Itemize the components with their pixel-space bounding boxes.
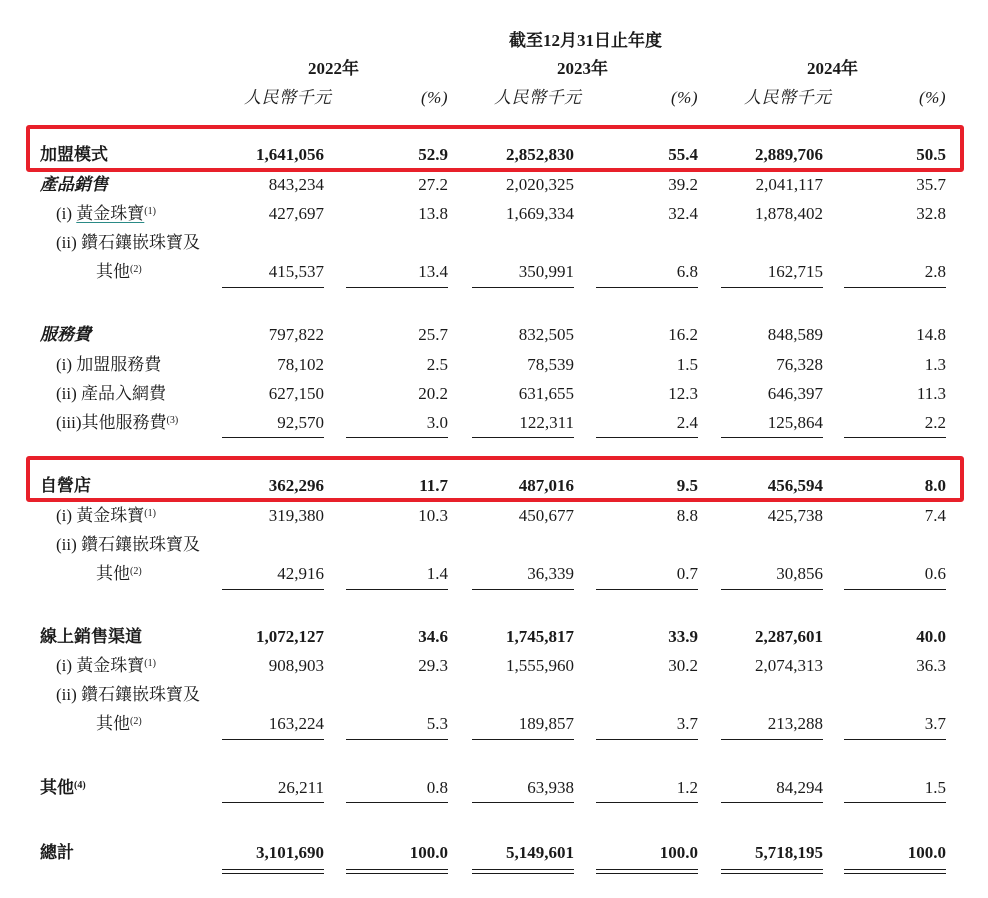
- cell-amount-2024: 646,397: [767, 384, 823, 403]
- row-prefix: (ii): [56, 233, 77, 252]
- cell-amount-2024: 425,738: [767, 506, 823, 525]
- year-2022: 2022年: [308, 59, 359, 78]
- cell-amount-2022: 163,224: [268, 714, 324, 733]
- row-prefix: (ii): [56, 384, 77, 403]
- row-label-service-fee: 服務費: [40, 325, 91, 344]
- footnote-ref: (4): [74, 780, 86, 791]
- cell-amount-2024: 2,074,313: [755, 656, 823, 675]
- cell-pct-2024: 32.8: [916, 204, 946, 223]
- total-double-rule: [844, 869, 946, 874]
- cell-amount-2023: 122,311: [519, 413, 574, 432]
- footnote-ref: (1): [144, 206, 156, 217]
- cell-amount-2024: 2,287,601: [755, 627, 823, 646]
- total-double-rule: [596, 869, 698, 874]
- cell-pct-2023: 1.5: [676, 355, 698, 374]
- row-label-online: 線上銷售渠道: [40, 627, 142, 646]
- row-prefix: (ii): [56, 535, 77, 554]
- cell-pct-2022: 52.9: [418, 145, 448, 164]
- cell-amount-2023: 1,669,334: [506, 204, 574, 223]
- row-label-product-sales: 產品銷售: [40, 175, 108, 194]
- cell-pct-2024: 35.7: [916, 175, 946, 194]
- cell-amount-2024: 848,589: [767, 325, 823, 344]
- cell-pct-2023: 33.9: [668, 627, 698, 646]
- period-header: 截至12月31日止年度: [509, 31, 662, 50]
- cell-amount-2022: 908,903: [268, 656, 324, 675]
- cell-amount-2022: 627,150: [268, 384, 324, 403]
- cell-pct-2024: 50.5: [916, 145, 946, 164]
- cell-amount-2022: 319,380: [268, 506, 324, 525]
- cell-amount-2024: 2,889,706: [755, 145, 823, 164]
- footnote-ref: (3): [166, 415, 179, 426]
- subtotal-rule: [721, 287, 823, 288]
- row-label-other-service: [56, 413, 178, 433]
- row-label-total: 總計: [40, 843, 74, 862]
- cell-pct-2022: 1.4: [426, 564, 448, 583]
- subtotal-rule: [222, 589, 324, 590]
- footnote-ref: (2): [130, 264, 142, 275]
- cell-amount-2022: 1,641,056: [256, 145, 324, 164]
- row-label: 其他: [96, 714, 130, 733]
- row-label-diamond-3: [56, 685, 200, 705]
- row-label-gold-1: [56, 204, 156, 224]
- row-label-diamond-2-cont: [96, 564, 142, 584]
- unit-amount-2022: 人民幣千元: [244, 88, 332, 107]
- cell-amount-2024: 84,294: [776, 778, 823, 797]
- cell-amount-2023: 832,505: [518, 325, 574, 344]
- cell-pct-2024: 0.6: [924, 564, 946, 583]
- row-label-self-operated: 自營店: [40, 476, 91, 495]
- cell-pct-2024: 36.3: [916, 656, 946, 675]
- row-label: 其他: [40, 778, 74, 797]
- cell-amount-2023: 450,677: [518, 506, 574, 525]
- subtotal-rule: [346, 739, 448, 740]
- cell-pct-2023: 55.4: [668, 145, 698, 164]
- cell-amount-2022: 26,211: [277, 778, 324, 797]
- cell-pct-2023: 8.8: [676, 506, 698, 525]
- cell-pct-2024: 7.4: [924, 506, 946, 525]
- row-label: 鑽石鑲嵌珠寶及: [81, 233, 201, 252]
- cell-pct-2023: 12.3: [668, 384, 698, 403]
- cell-amount-2024: 213,288: [767, 714, 823, 733]
- cell-pct-2023: 16.2: [668, 325, 698, 344]
- cell-amount-2023: 2,020,325: [506, 175, 574, 194]
- cell-pct-2022: 13.4: [418, 262, 448, 281]
- row-label: 加盟服務費: [76, 355, 162, 374]
- cell-pct-2022: 34.6: [418, 627, 448, 646]
- subtotal-rule: [844, 802, 946, 803]
- subtotal-rule: [346, 287, 448, 288]
- row-label: 黃金珠寶: [76, 506, 145, 525]
- cell-amount-2024: 2,041,117: [755, 175, 823, 194]
- row-label-franchise-service: [56, 355, 161, 375]
- unit-amount-2024: 人民幣千元: [744, 88, 832, 107]
- cell-pct-2022: 27.2: [418, 175, 448, 194]
- row-prefix: (i): [56, 656, 73, 675]
- cell-pct-2022: 0.8: [426, 778, 448, 797]
- cell-pct-2022: 13.8: [418, 204, 448, 223]
- row-label-diamond-1-cont: [96, 262, 142, 282]
- cell-pct-2023: 32.4: [668, 204, 698, 223]
- subtotal-rule: [596, 589, 698, 590]
- cell-amount-2022: 42,916: [277, 564, 324, 583]
- cell-pct-2024: 2.8: [924, 262, 946, 281]
- unit-pct-2024: (%): [919, 88, 946, 107]
- row-label-gold-2: [56, 506, 156, 526]
- cell-pct-2024: 8.0: [924, 476, 946, 495]
- cell-pct-2023: 1.2: [676, 778, 698, 797]
- cell-amount-2024: 76,328: [776, 355, 823, 374]
- subtotal-rule: [346, 437, 448, 438]
- cell-amount-2023: 5,149,601: [506, 843, 574, 862]
- year-2023: 2023年: [557, 59, 608, 78]
- subtotal-rule: [721, 739, 823, 740]
- footnote-ref: (2): [130, 716, 142, 727]
- cell-pct-2022: 29.3: [418, 656, 448, 675]
- cell-pct-2024: 1.3: [924, 355, 946, 374]
- subtotal-rule: [346, 589, 448, 590]
- subtotal-rule: [472, 802, 574, 803]
- unit-pct-2023: (%): [671, 88, 698, 107]
- cell-pct-2022: 11.7: [419, 476, 448, 495]
- row-label-gold-3: [56, 656, 156, 676]
- subtotal-rule: [596, 287, 698, 288]
- row-prefix: (ii): [56, 685, 77, 704]
- cell-amount-2023: 1,745,817: [506, 627, 574, 646]
- row-label-diamond-1: [56, 233, 200, 253]
- cell-pct-2023: 3.7: [676, 714, 698, 733]
- cell-pct-2022: 3.0: [426, 413, 448, 432]
- row-label: 黃金珠寶: [76, 656, 145, 675]
- cell-amount-2023: 1,555,960: [506, 656, 574, 675]
- row-prefix: (iii): [56, 413, 82, 432]
- subtotal-rule: [844, 589, 946, 590]
- row-label: 鑽石鑲嵌珠寶及: [81, 535, 201, 554]
- cell-amount-2023: 78,539: [527, 355, 574, 374]
- subtotal-rule: [222, 437, 324, 438]
- row-label-diamond-3-cont: [96, 714, 142, 734]
- subtotal-rule: [346, 802, 448, 803]
- subtotal-rule: [844, 287, 946, 288]
- cell-amount-2024: 162,715: [767, 262, 823, 281]
- subtotal-rule: [222, 287, 324, 288]
- cell-amount-2023: 63,938: [527, 778, 574, 797]
- cell-amount-2024: 456,594: [767, 476, 823, 495]
- subtotal-rule: [721, 589, 823, 590]
- cell-pct-2022: 20.2: [418, 384, 448, 403]
- subtotal-rule: [222, 739, 324, 740]
- cell-amount-2022: 843,234: [268, 175, 324, 194]
- cell-amount-2024: 125,864: [767, 413, 823, 432]
- cell-amount-2022: 415,537: [268, 262, 324, 281]
- row-label-product-network: [56, 384, 166, 404]
- cell-pct-2022: 10.3: [418, 506, 448, 525]
- row-label-franchise: 加盟模式: [40, 145, 108, 164]
- cell-amount-2023: 350,991: [518, 262, 574, 281]
- cell-pct-2023: 2.4: [676, 413, 698, 432]
- cell-pct-2024: 40.0: [916, 627, 946, 646]
- footnote-ref: (1): [144, 508, 156, 519]
- subtotal-rule: [472, 287, 574, 288]
- cell-pct-2024: 14.8: [916, 325, 946, 344]
- cell-pct-2022: 100.0: [409, 843, 448, 862]
- cell-amount-2023: 2,852,830: [506, 145, 574, 164]
- cell-pct-2024: 100.0: [907, 843, 946, 862]
- cell-pct-2024: 2.2: [924, 413, 946, 432]
- row-label: 產品入網費: [81, 384, 167, 403]
- cell-amount-2023: 189,857: [518, 714, 574, 733]
- year-2024: 2024年: [807, 59, 858, 78]
- cell-amount-2024: 1,878,402: [755, 204, 823, 223]
- unit-pct-2022: (%): [421, 88, 448, 107]
- subtotal-rule: [222, 802, 324, 803]
- cell-amount-2023: 487,016: [518, 476, 574, 495]
- cell-pct-2023: 30.2: [668, 656, 698, 675]
- subtotal-rule: [472, 589, 574, 590]
- row-prefix: (i): [56, 204, 73, 223]
- cell-amount-2023: 631,655: [518, 384, 574, 403]
- row-label: 其他服務費: [81, 413, 167, 432]
- row-label-other: [40, 778, 86, 798]
- footnote-ref: (1): [144, 658, 156, 669]
- cell-amount-2022: 362,296: [268, 476, 324, 495]
- cell-pct-2024: 1.5: [924, 778, 946, 797]
- row-label: 其他: [96, 262, 130, 281]
- cell-amount-2024: 30,856: [776, 564, 823, 583]
- subtotal-rule: [844, 739, 946, 740]
- cell-amount-2022: 78,102: [277, 355, 324, 374]
- cell-pct-2023: 0.7: [676, 564, 698, 583]
- cell-amount-2022: 92,570: [277, 413, 324, 432]
- subtotal-rule: [472, 437, 574, 438]
- subtotal-rule: [596, 802, 698, 803]
- cell-pct-2023: 100.0: [659, 843, 698, 862]
- cell-amount-2022: 1,072,127: [256, 627, 324, 646]
- subtotal-rule: [844, 437, 946, 438]
- cell-pct-2023: 39.2: [668, 175, 698, 194]
- total-double-rule: [721, 869, 823, 874]
- footnote-ref: (2): [130, 566, 142, 577]
- row-prefix: (i): [56, 355, 73, 374]
- total-double-rule: [472, 869, 574, 874]
- total-double-rule: [222, 869, 324, 874]
- unit-amount-2023: 人民幣千元: [494, 88, 582, 107]
- cell-pct-2022: 2.5: [426, 355, 448, 374]
- row-label: 其他: [96, 564, 130, 583]
- row-label: 黃金珠寶: [76, 204, 145, 223]
- subtotal-rule: [721, 802, 823, 803]
- subtotal-rule: [596, 739, 698, 740]
- cell-pct-2023: 9.5: [676, 476, 698, 495]
- cell-amount-2022: 797,822: [268, 325, 324, 344]
- cell-amount-2024: 5,718,195: [755, 843, 823, 862]
- cell-pct-2024: 11.3: [916, 384, 946, 403]
- row-prefix: (i): [56, 506, 73, 525]
- row-label: 鑽石鑲嵌珠寶及: [81, 685, 201, 704]
- cell-pct-2024: 3.7: [924, 714, 946, 733]
- cell-amount-2023: 36,339: [527, 564, 574, 583]
- subtotal-rule: [596, 437, 698, 438]
- subtotal-rule: [721, 437, 823, 438]
- cell-amount-2022: 3,101,690: [256, 843, 324, 862]
- cell-pct-2023: 6.8: [676, 262, 698, 281]
- subtotal-rule: [472, 739, 574, 740]
- row-label-diamond-2: [56, 535, 200, 555]
- total-double-rule: [346, 869, 448, 874]
- cell-amount-2022: 427,697: [268, 204, 324, 223]
- cell-pct-2022: 25.7: [418, 325, 448, 344]
- cell-pct-2022: 5.3: [426, 714, 448, 733]
